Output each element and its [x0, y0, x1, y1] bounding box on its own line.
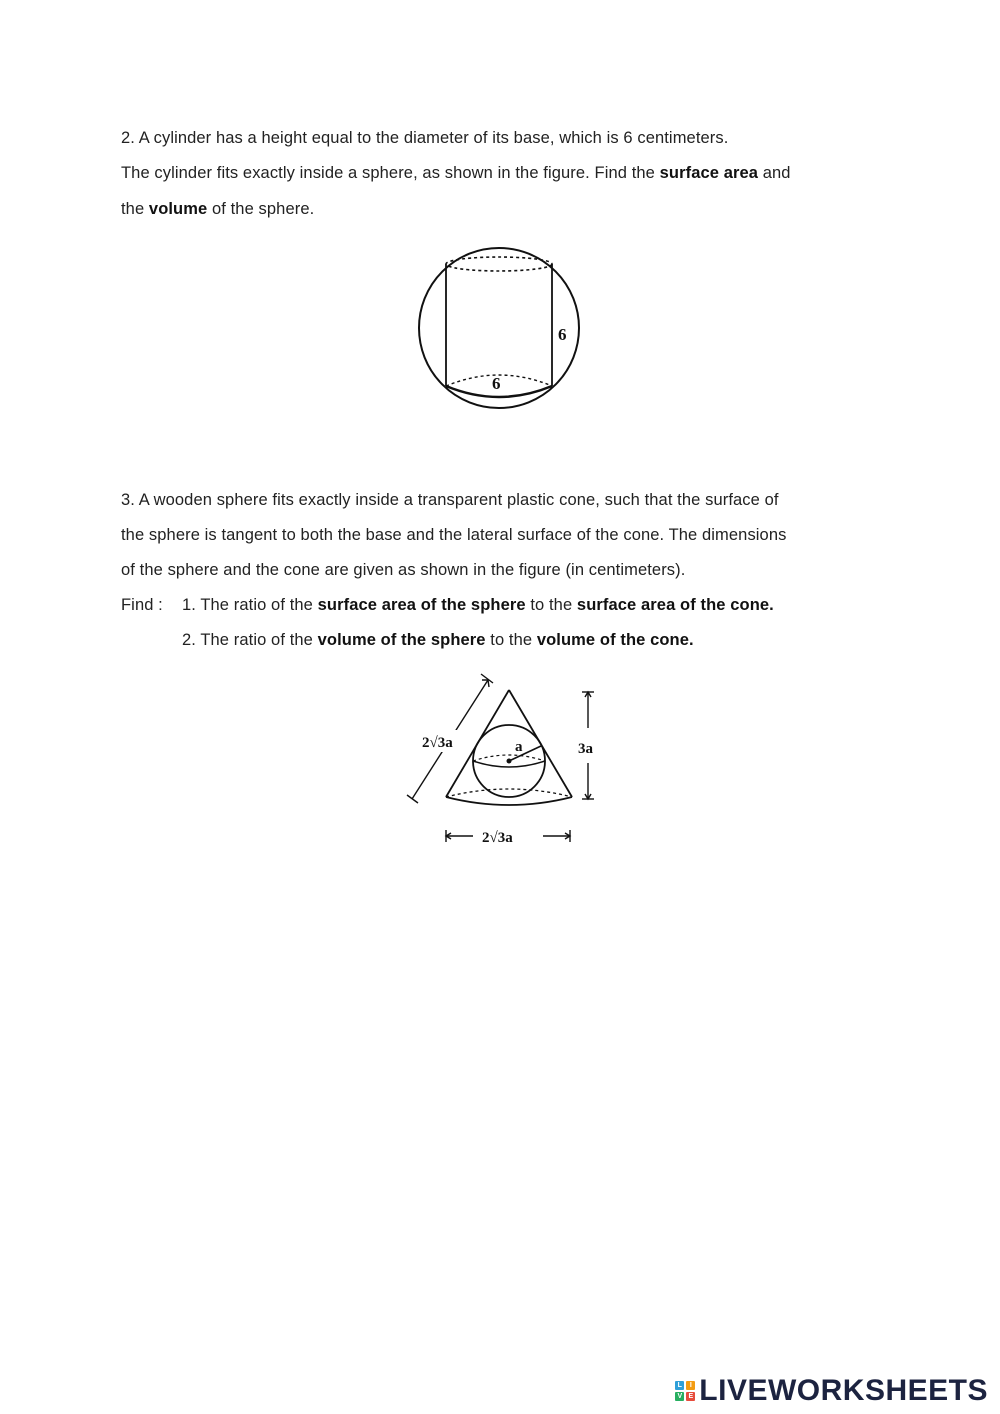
q3-item-2	[182, 629, 694, 651]
cone-base-front-arc	[446, 797, 572, 805]
q3-item-2-mid: to the	[485, 631, 537, 649]
q2-line-3-text: the	[121, 200, 149, 218]
q2-volume-term: volume	[148, 200, 208, 218]
q3-sphere-volume-term: volume of the sphere	[317, 631, 486, 649]
liveworksheets-logo-icon	[675, 1381, 695, 1401]
q3-item-2-text: 2. The ratio of the	[182, 631, 318, 649]
logo-tile-2: I	[686, 1381, 695, 1390]
q2-line-2	[121, 162, 791, 184]
liveworksheets-brand	[675, 1374, 988, 1408]
q2-line-1: 2. A cylinder has a height equal to the diameter of its base, which is 6 centimeters.	[121, 129, 729, 147]
q2-line-2-text: The cylinder fits exactly inside a sphere, as shown in the figure. Find the	[121, 164, 660, 182]
q3-item-1-mid: to the	[525, 596, 577, 614]
q3-cone-surface-term: surface area of the cone.	[576, 596, 774, 614]
sphere-radius-line	[509, 746, 541, 761]
cone-base-back-arc	[446, 789, 572, 797]
q3-sphere-in-cone-figure	[398, 668, 608, 853]
q3-find-label: Find :	[121, 596, 163, 614]
logo-tile-1: L	[675, 1381, 684, 1390]
q3-item-1	[182, 594, 774, 616]
q3-slant-label: 2√3a	[422, 735, 453, 751]
q2-line-2-end: and	[758, 164, 791, 182]
q3-cone-volume-term: volume of the cone.	[536, 631, 694, 649]
logo-tile-4: E	[686, 1392, 695, 1401]
q3-line-1: 3. A wooden sphere fits exactly inside a transparent plastic cone, such that the surface of	[121, 491, 779, 509]
q2-surface-area-term: surface area	[659, 164, 759, 182]
liveworksheets-wordmark: LIVEWORKSHEETS	[699, 1374, 988, 1407]
q2-cylinder-in-sphere-figure	[410, 238, 590, 418]
q3-radius-label: a	[515, 739, 523, 755]
cylinder-top-ellipse	[446, 257, 552, 271]
slant-tick-bottom	[407, 795, 418, 803]
q3-sphere-surface-term: surface area of the sphere	[317, 596, 526, 614]
q2-height-label: 6	[558, 325, 567, 344]
q3-height-label: 3a	[578, 741, 593, 757]
q2-diameter-label: 6	[492, 374, 501, 393]
q2-line-3	[121, 198, 314, 220]
q3-base-label: 2√3a	[482, 830, 513, 846]
q3-item-1-text: 1. The ratio of the	[182, 596, 318, 614]
q3-line-3: of the sphere and the cone are given as shown in the figure (in centimeters).	[121, 561, 686, 579]
q2-line-3-end: of the sphere.	[207, 200, 315, 218]
q3-line-2: the sphere is tangent to both the base and the lateral surface of the cone. The dimensions	[121, 526, 787, 544]
logo-tile-3: V	[675, 1392, 684, 1401]
